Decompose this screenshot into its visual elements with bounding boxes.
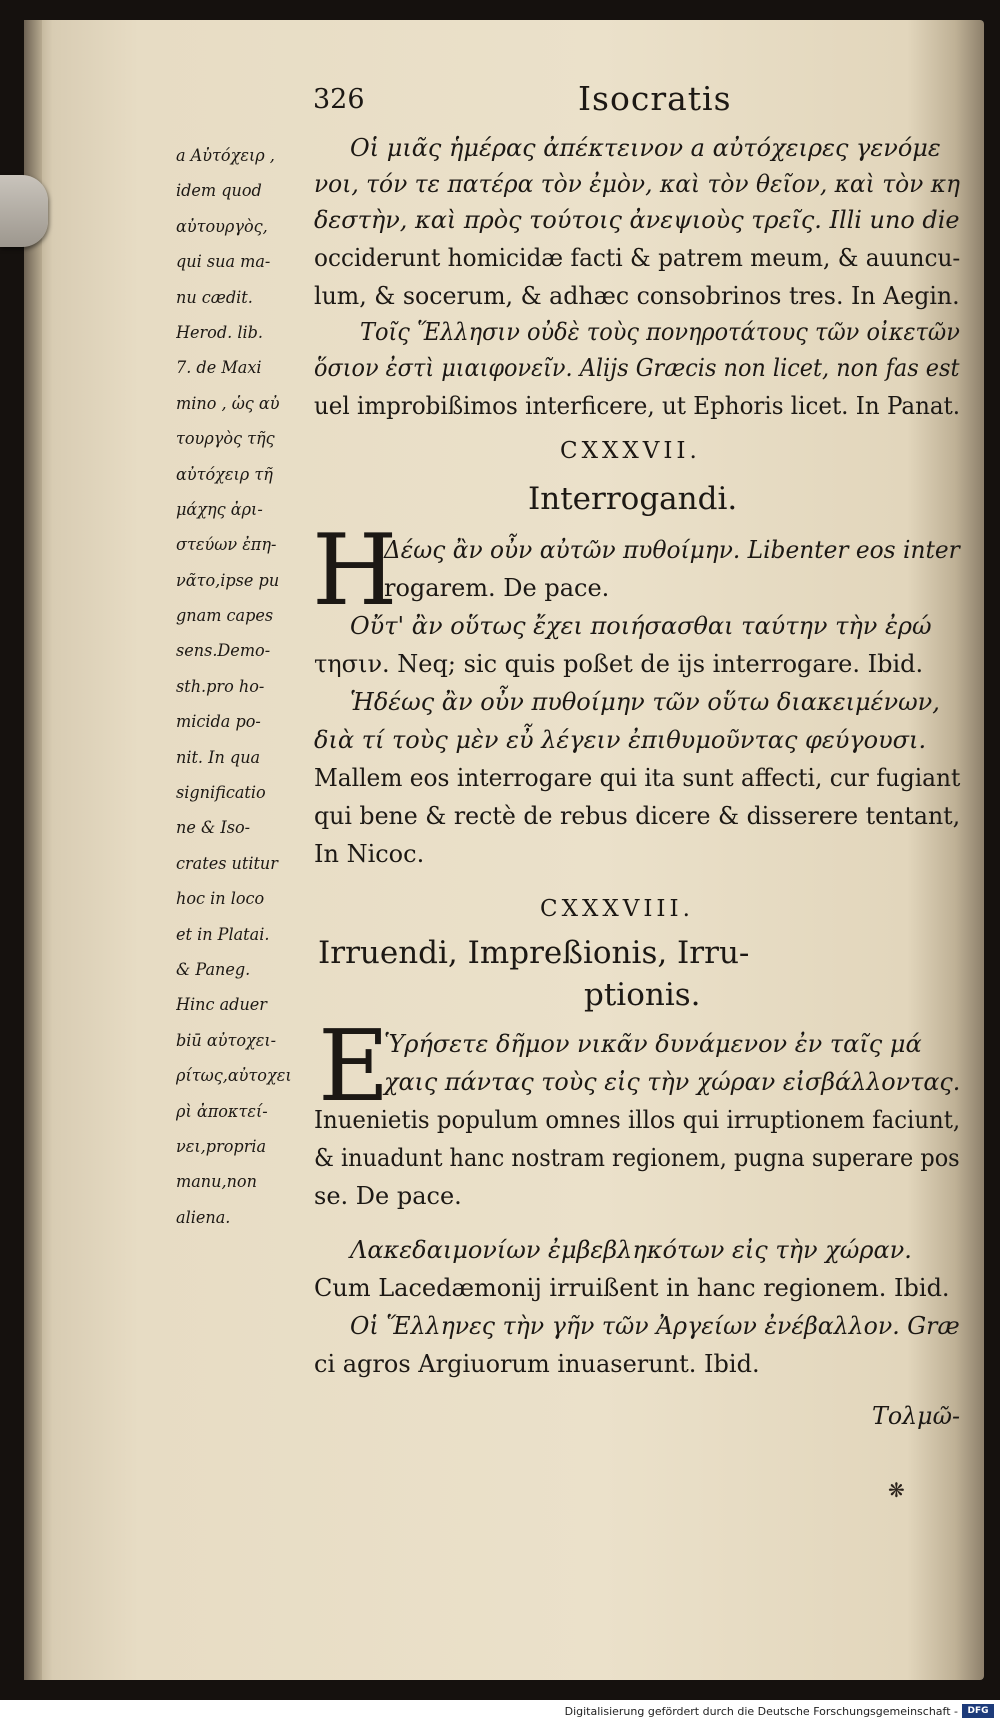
margin-line: στεύων ἐπη- [176, 534, 277, 555]
margin-line: ρίτως,αὐτοχει [176, 1065, 292, 1086]
margin-line: significatio [176, 782, 266, 803]
text-line: νοι, τόν τε πατέρα τὸν ἐμὸν, καὶ τὸν θεῖον, καὶ τὸν κη [314, 170, 960, 198]
margin-line: idem quod [176, 180, 262, 201]
initial-letter: E [318, 1010, 390, 1124]
text-line: qui bene & rectè de rebus dicere & disserere tentant, [314, 802, 961, 830]
margin-line: gnam capes [176, 605, 274, 626]
text-line: Δέως ἂν οὖν αὐτῶν πυθοίμην. Libenter eos inter [384, 536, 960, 564]
page-number: 326 [313, 84, 365, 115]
margin-line: qui sua ma- [176, 251, 271, 272]
margin-line: mino , ὡς αὐ [176, 392, 280, 413]
margin-note [176, 138, 316, 1235]
section-title: Irruendi, Impreßionis, Irru- [318, 935, 750, 971]
text-line: διὰ τί τοὺς μὲν εὖ λέγειν ἐπιθυμοῦντας φεύγουσι. [314, 726, 927, 754]
text-line: Inuenietis populum omnes illos qui irruptionem faciunt, [314, 1106, 961, 1134]
text-line: Οἱ Ἕλληνες τὴν γῆν τῶν Ἀργείων ἐνέβαλλον. Græ [350, 1312, 960, 1340]
text-line: lum, & socerum, & adhæc consobrinos tres. In Aegin. [314, 282, 960, 310]
margin-line: nu cædit. [176, 286, 253, 307]
margin-line: micida po- [176, 711, 261, 732]
page-gutter [24, 20, 42, 1680]
margin-line: Hinc aduer [176, 994, 267, 1015]
section-title: Interrogandi. [528, 481, 738, 517]
margin-line: sth.pro ho- [176, 675, 265, 696]
margin-line: μάχης ἀρι- [176, 498, 263, 519]
text-line: Ἡδέως ἂν οὖν πυθοίμην τῶν οὕτω διακειμένων, [350, 688, 940, 716]
margin-line: & Paneg. [176, 958, 251, 979]
text-line: ci agros Argiuorum inuaserunt. Ibid. [314, 1350, 760, 1378]
footer-credit: Digitalisierung gefördert durch die Deutsche Forschungsgemeinschaft - [564, 1705, 958, 1718]
margin-line: nit. In qua [176, 746, 261, 767]
text-line: occiderunt homicidæ facti & patrem meum, & auuncu- [314, 244, 961, 272]
section-title: ptionis. [584, 977, 701, 1013]
text-line: se. De pace. [314, 1182, 462, 1210]
text-line: Οἱ μιᾶς ἡμέρας ἀπέκτεινον a αὐτόχειρες γενόμε [350, 134, 941, 162]
section-number: CXXXVII. [560, 438, 701, 464]
margin-line: νᾶτο,ipse pu [176, 569, 280, 590]
running-head: Isocratis [578, 79, 732, 118]
text-line: δεστὴν, καὶ πρὸς τούτοις ἀνεψιοὺς τρεῖς. Illi uno die [314, 206, 960, 234]
margin-line: hoc in loco [176, 888, 265, 909]
margin-line: a Αὐτόχειρ , [176, 145, 275, 165]
margin-line: Herod. lib. [176, 321, 264, 342]
section-number: CXXXVIII. [540, 896, 694, 922]
text-line: Οὔτ' ἂν οὕτως ἔχει ποιήσασθαι ταύτην τὴν ἐρώ [350, 612, 932, 640]
text-line: Λακεδαιμονίων ἐμβεβληκότων εἰς τὴν χώραν. [350, 1236, 912, 1264]
margin-line: τουργὸς τῆς [176, 428, 275, 449]
margin-line: ρὶ ἀποκτεί- [176, 1100, 268, 1121]
text-line: Ὑρήσετε δῆμον νικᾶν δυνάμενον ἐν ταῖς μά [384, 1030, 922, 1058]
margin-line: αὐτουργὸς, [176, 215, 268, 236]
initial-letter: H [312, 514, 398, 628]
margin-line: 7. de Maxi [176, 357, 262, 378]
catchword: Τολμῶ- [872, 1402, 960, 1430]
text-line: Τοῖς Ἕλλησιν οὐδὲ τοὺς πονηροτάτους τῶν οἰκετῶν [360, 318, 960, 346]
dfg-logo: DFG [962, 1704, 994, 1718]
text-line: χαις πάντας τοὺς εἰς τὴν χώραν εἰσβάλλοντας. [384, 1068, 961, 1096]
margin-line: νει,propria [176, 1135, 267, 1156]
text-line: uel improbißimos interficere, ut Ephoris licet. In Panat. [314, 392, 961, 420]
margin-line: ne & Iso- [176, 817, 251, 838]
margin-line: crates utitur [176, 852, 278, 873]
text-line: ὅσιον ἐστὶ μιαιφονεῖν. Alijs Græcis non licet, non fas est [314, 354, 960, 382]
text-line: & inuadunt hanc nostram regionem, pugna superare pos [314, 1144, 960, 1172]
margin-line: αὐτόχειρ τῆ [176, 463, 273, 484]
margin-line: aliena. [176, 1206, 231, 1227]
text-line: In Nicoc. [314, 840, 425, 868]
margin-line: et in Platai. [176, 923, 270, 944]
margin-line: manu,non [176, 1171, 257, 1192]
flower-ornament-icon: ❋ [888, 1478, 905, 1502]
margin-line: biū αὐτοχει- [176, 1029, 277, 1050]
margin-line: sens.Demo- [176, 640, 271, 661]
text-line: Cum Lacedæmonij irruißent in hanc regionem. Ibid. [314, 1274, 950, 1302]
page-clip [0, 175, 48, 247]
text-line: τησιν. Neq; sic quis poßet de ijs interrogare. Ibid. [314, 650, 924, 678]
text-line: Mallem eos interrogare qui ita sunt affecti, cur fugiant [314, 764, 961, 792]
text-line: rogarem. De pace. [384, 574, 610, 602]
